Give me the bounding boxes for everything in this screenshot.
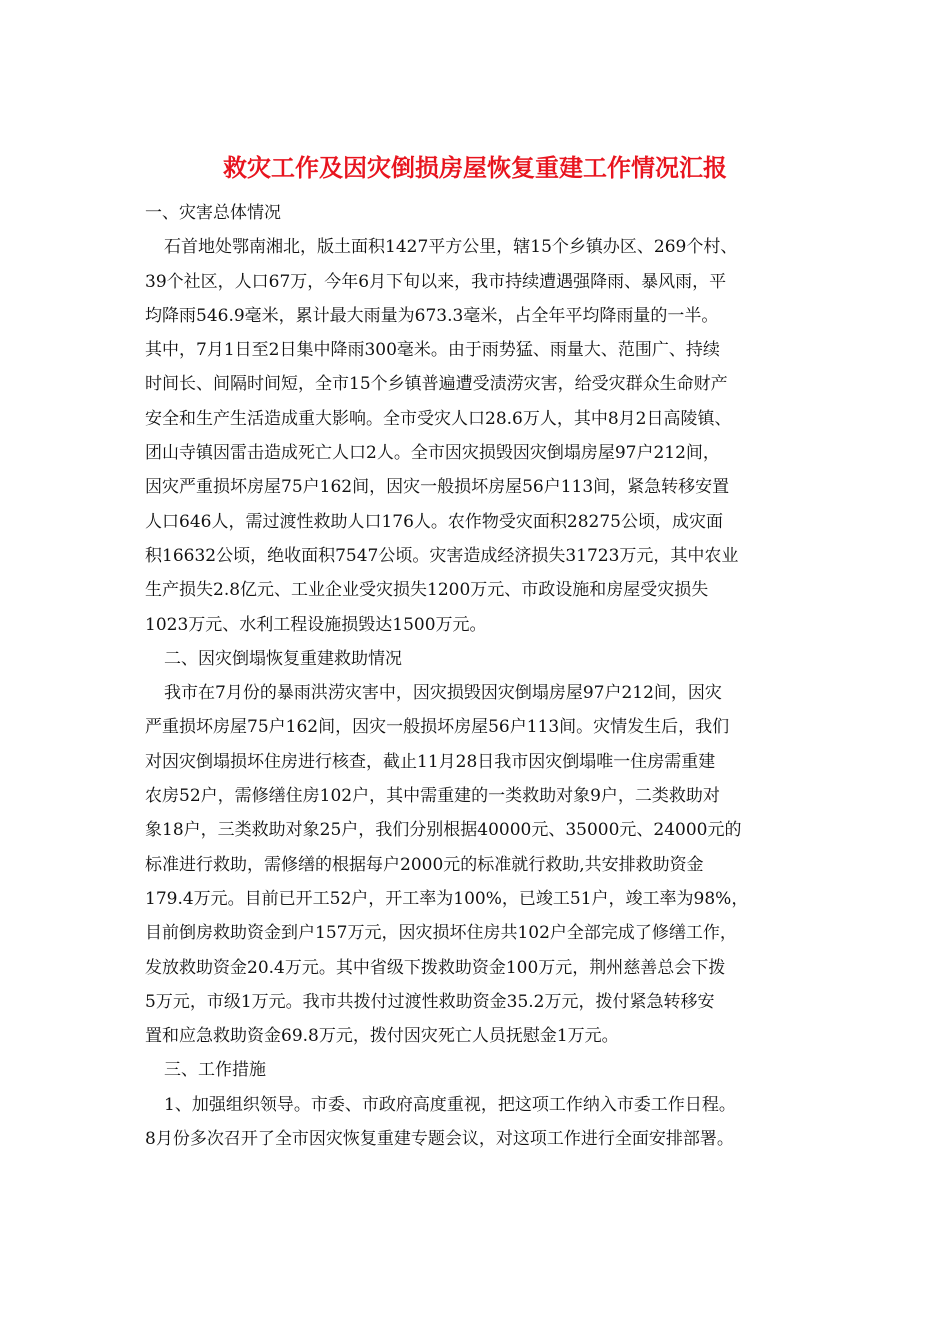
text-line: 象18户，三类救助对象25户，我们分别根据40000元、35000元、24000元的	[145, 820, 742, 841]
text-line: 其中，7月1日至2日集中降雨300毫米。由于雨势猛、雨量大、范围广、持续	[145, 340, 720, 361]
text-line: 1、加强组织领导。市委、市政府高度重视，把这项工作纳入市委工作日程。	[164, 1094, 736, 1115]
text-line: 石首地处鄂南湘北，版土面积1427平方公里，辖15个乡镇办区、269个村、	[164, 237, 738, 258]
text-line: 标准进行救助，需修缮的根据每户2000元的标准就行救助,共安排救助资金	[145, 854, 704, 875]
document-title: 救灾工作及因灾倒损房屋恢复重建工作情况汇报	[223, 153, 727, 182]
text-line: 我市在7月份的暴雨洪涝灾害中，因灾损毁因灾倒塌房屋97户212间，因灾	[164, 683, 722, 704]
text-line: 严重损坏房屋75户162间，因灾一般损坏房屋56户113间。灾情发生后，我们	[145, 717, 730, 738]
text-line: 8月份多次召开了全市因灾恢复重建专题会议，对这项工作进行全面安排部署。	[145, 1129, 734, 1150]
text-line: 时间长、间隔时间短，全市15个乡镇普遍遭受渍涝灾害，给受灾群众生命财产	[145, 374, 728, 395]
text-line: 因灾严重损坏房屋75户162间，因灾一般损坏房屋56户113间，紧急转移安置	[145, 477, 730, 498]
text-line: 积16632公顷，绝收面积7547公顷。灾害造成经济损失31723万元，其中农业	[145, 545, 739, 566]
text-line: 5万元，市级1万元。我市共拨付过渡性救助资金35.2万元，拨付紧急转移安	[145, 991, 715, 1012]
text-line: 1023万元、水利工程设施损毁达1500万元。	[145, 614, 487, 635]
text-line: 置和应急救助资金69.8万元，拨付因灾死亡人员抚慰金1万元。	[145, 1026, 619, 1047]
text-line: 三、工作措施	[164, 1060, 266, 1081]
text-line: 团山寺镇因雷击造成死亡人口2人。全市因灾损毁因灾倒塌房屋97户212间，	[145, 443, 720, 464]
text-line: 一、灾害总体情况	[145, 203, 281, 223]
text-line: 人口646人，需过渡性救助人口176人。农作物受灾面积28275公顷，成灾面	[145, 511, 723, 532]
text-line: 均降雨546.9毫米，累计最大雨量为673.3毫米，占全年平均降雨量的一半。	[145, 305, 719, 326]
document-body	[145, 196, 810, 1156]
text-line: 生产损失2.8亿元、工业企业受灾损失1200万元、市政设施和房屋受灾损失	[145, 580, 709, 601]
text-line: 179.4万元。目前已开工52户，开工率为100%，已竣工51户，竣工率为98%，	[145, 888, 749, 909]
text-line: 农房52户，需修缮住房102户，其中需重建的一类救助对象9户，二类救助对	[145, 786, 720, 807]
text-line: 二、因灾倒塌恢复重建救助情况	[164, 648, 402, 669]
text-line: 安全和生产生活造成重大影响。全市受灾人口28.6万人，其中8月2日高陵镇、	[145, 408, 732, 429]
text-line: 对因灾倒塌损坏住房进行核查，截止11月28日我市因灾倒塌唯一住房需重建	[145, 751, 716, 772]
text-line: 39个社区，人口67万，今年6月下旬以来，我市持续遭遇强降雨、暴风雨，平	[145, 271, 727, 292]
text-line: 目前倒房救助资金到户157万元，因灾损坏住房共102户全部完成了修缮工作，	[145, 923, 737, 944]
text-line: 发放救助资金20.4万元。其中省级下拨救助资金100万元，荆州慈善总会下拨	[145, 957, 726, 978]
